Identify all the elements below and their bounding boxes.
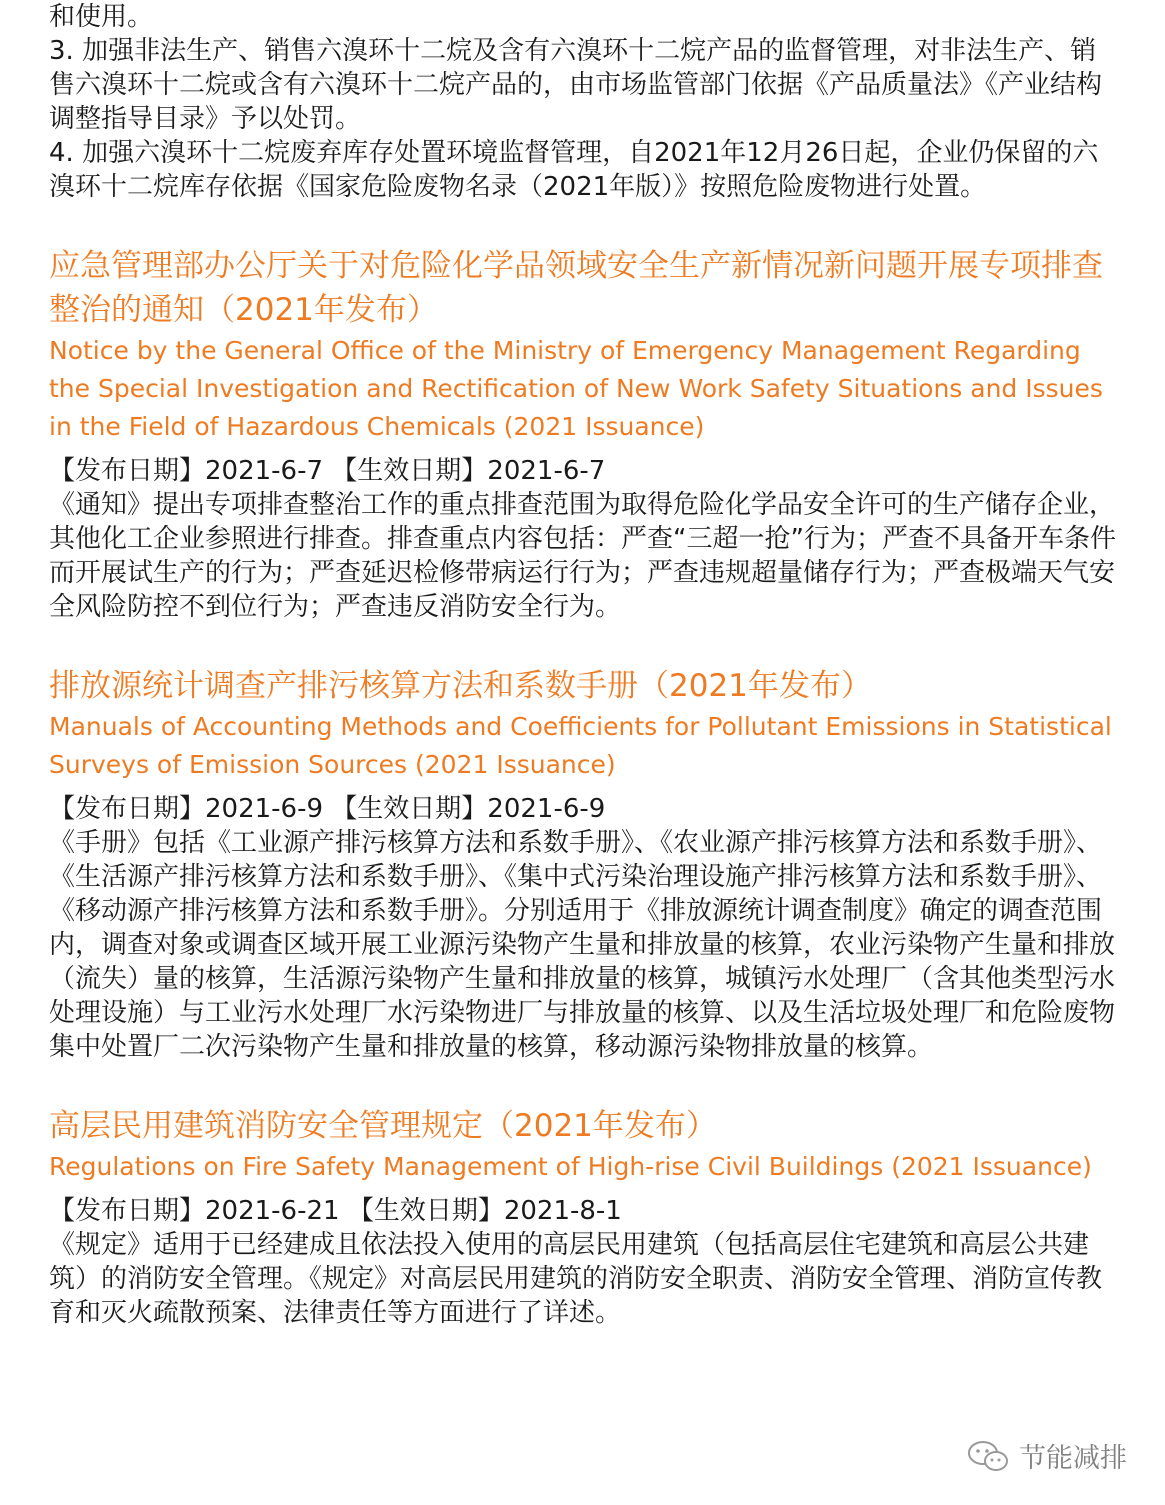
watermark (967, 1436, 1127, 1475)
wechat-icon (967, 1439, 1009, 1473)
section-title-zh: 应急管理部办公厅关于对危险化学品领域安全生产新情况新问题开展专项排查整治的通知（2021年发布） (49, 248, 1103, 328)
document-page (49, 0, 1119, 1330)
intro-line: 和使用。 (49, 2, 154, 32)
section-description: 《手册》包括《工业源产排污核算方法和系数手册》、《农业源产排污核算方法和系数手册》、《生活源产排污核算方法和系数手册》、《集中式污染治理设施产排污核算方法和系数手册》、《移动源产排污核算方法和系数手册》。分别适用于《排放源统计调查制度》确定的调查范围内，调查对象或调查区域开展工业源污染物产生量和排放量的核算，农业污染物产生量和排放（流失）量的核算，生活源污染物产生量和排放量的核算，城镇污水处理厂（含其他类型污水处理设施）与工业污水处理厂水污染物进厂与排放量的核算、以及生活垃圾处理厂和危险废物集中处置厂二次污染物产生量和排放量的核算，移动源污染物排放量的核算。 (49, 828, 1116, 1062)
section-dates: 【发布日期】2021-6-7 【生效日期】2021-6-7 (49, 456, 606, 486)
section-title-en: Regulations on Fire Safety Management of High-rise Civil Buildings (2021 Issuance) (49, 1152, 1092, 1181)
section-title-zh: 高层民用建筑消防安全管理规定（2021年发布） (49, 1108, 717, 1144)
section-dates: 【发布日期】2021-6-21 【生效日期】2021-8-1 (49, 1196, 622, 1226)
intro-block (49, 0, 1119, 204)
section-title-zh: 排放源统计调查产排污核算方法和系数手册（2021年发布） (49, 668, 872, 704)
intro-line: 3. 加强非法生产、销售六溴环十二烷及含有六溴环十二烷产品的监督管理，对非法生产、销售六溴环十二烷或含有六溴环十二烷产品的，由市场监管部门依据《产品质量法》《产业结构调整指导目录》予以处罚。 (49, 36, 1103, 134)
regulation-section (49, 664, 1119, 1064)
section-description: 《规定》适用于已经建成且依法投入使用的高层民用建筑（包括高层住宅建筑和高层公共建筑）的消防安全管理。《规定》对高层民用建筑的消防安全职责、消防安全管理、消防宣传教育和灭火疏散预案、法律责任等方面进行了详述。 (49, 1230, 1103, 1328)
intro-line: 4. 加强六溴环十二烷废弃库存处置环境监督管理，自2021年12月26日起，企业仍保留的六溴环十二烷库存依据《国家危险废物名录（2021年版）》按照危险废物进行处置。 (49, 138, 1099, 202)
section-title-en: Manuals of Accounting Methods and Coefficients for Pollutant Emissions in Statistical Surveys of Emission Sources (2021 Issuance) (49, 712, 1112, 779)
regulation-section (49, 1104, 1119, 1330)
watermark-text: 节能减排 (1019, 1443, 1127, 1474)
section-title-en: Notice by the General Office of the Ministry of Emergency Management Regarding the Special Investigation and Rectification of New Work Safety Situations and Issues in the Field of Hazardous Chemicals (2021 Issuance) (49, 336, 1103, 441)
section-description: 《通知》提出专项排查整治工作的重点排查范围为取得危险化学品安全许可的生产储存企业，其他化工企业参照进行排查。排查重点内容包括：严查“三超一抢”行为；严查不具备开车条件而开展试生产的行为；严查延迟检修带病运行行为；严查违规超量储存行为；严查极端天气安全风险防控不到位行为；严查违反消防安全行为。 (49, 490, 1116, 622)
section-dates: 【发布日期】2021-6-9 【生效日期】2021-6-9 (49, 794, 606, 824)
regulation-section (49, 244, 1119, 624)
